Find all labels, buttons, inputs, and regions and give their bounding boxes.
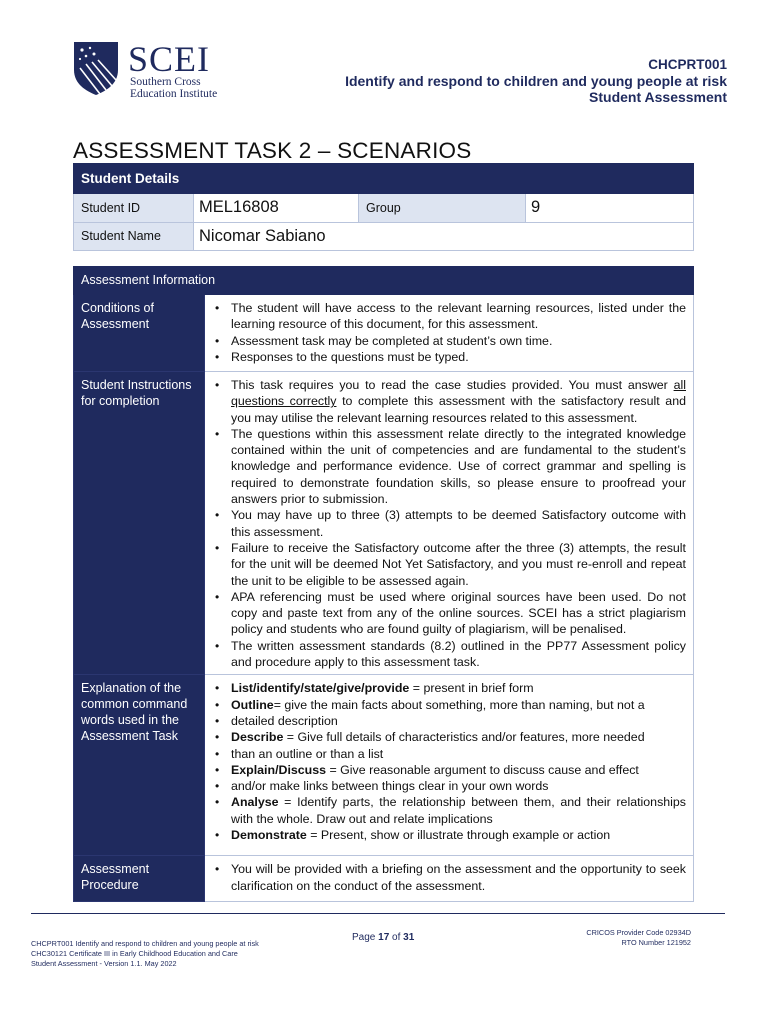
scei-logo bbox=[72, 40, 252, 98]
instructions-label: Student Instructions for completion bbox=[74, 372, 205, 675]
logo-subtitle: Southern Cross Education Institute bbox=[130, 76, 218, 100]
footer-provider-info: CRICOS Provider Code 02934D RTO Number 121952 bbox=[586, 928, 691, 947]
group-value: 9 bbox=[526, 194, 694, 223]
list-item: • You will be provided with a briefing on the assessment and the opportunity to seek clarification on the conduct of the assessment. bbox=[212, 861, 686, 894]
group-label: Group bbox=[359, 194, 526, 223]
list-item: • Explain/Discuss = Give reasonable argument to discuss cause and effect bbox=[212, 762, 686, 778]
page-title: ASSESSMENT TASK 2 – SCENARIOS bbox=[73, 138, 472, 163]
logo-wordmark: SCEI bbox=[128, 39, 211, 79]
procedure-label: Assessment Procedure bbox=[74, 856, 205, 902]
list-item: • Describe = Give full details of characteristics and/or features, more needed bbox=[212, 729, 686, 745]
list-item: • Failure to receive the Satisfactory outcome after the three (3) attempts, the result for the unit will be deemed Not Yet Satisfactory, and you must re-enroll and repeat the unit to be eligible to be assessed again. bbox=[212, 540, 686, 589]
emphasis-all-questions-correctly: all questions correctly bbox=[231, 378, 686, 409]
list-item: • Responses to the questions must be typed. bbox=[212, 349, 686, 365]
student-details-heading: Student Details bbox=[74, 164, 694, 194]
footer-document-info: CHCPRT001 Identify and respond to children and young people at risk CHC30121 Certificate III in Early Childhood Education and Care Student Assessment - Version 1.1. May 2022 bbox=[31, 939, 259, 968]
list-item: • Demonstrate = Present, show or illustrate through example or action bbox=[212, 827, 686, 843]
footer-divider bbox=[31, 913, 725, 914]
list-item: • List/identify/state/give/provide = present in brief form bbox=[212, 680, 686, 696]
conditions-content bbox=[205, 295, 694, 372]
student-id-value: MEL16808 bbox=[194, 194, 359, 223]
student-name-value: Nicomar Sabiano bbox=[194, 222, 694, 251]
student-id-label: Student ID bbox=[74, 194, 194, 223]
conditions-label: Conditions of Assessment bbox=[74, 295, 205, 372]
list-item: • than an outline or than a list bbox=[212, 746, 686, 762]
list-item: • The written assessment standards (8.2) outlined in the PP77 Assessment policy and procedure apply to this assessment task. bbox=[212, 638, 686, 671]
assessment-information-heading: Assessment Information bbox=[74, 267, 694, 295]
instructions-content bbox=[205, 372, 694, 675]
shield-logo-icon bbox=[72, 40, 120, 96]
assessment-information-table bbox=[73, 266, 694, 902]
list-item: • APA referencing must be used where original sources have been used. Do not copy and paste text from any of the online sources. SCEI has a strict plagiarism policy and students who are found guilty of plagiarism, will be penalised. bbox=[212, 589, 686, 638]
document-subtitle: Student Assessment bbox=[589, 89, 727, 105]
unit-code: CHCPRT001 bbox=[648, 57, 727, 72]
list-item: • The questions within this assessment relate directly to the integrated knowledge contained within the unit of competencies and are fundamental to the student’s knowledge and performance evidence. Use of correct grammar and spelling is required to demonstrate foundation skills, so please ensure to proofread your answers prior to submission. bbox=[212, 426, 686, 507]
list-item: • Analyse = Identify parts, the relationship between them, and their relationships with the whole. Draw out and relate implications bbox=[212, 794, 686, 827]
list-item: • The student will have access to the relevant learning resources, listed under the learning resource of this document, for this assessment. bbox=[212, 300, 686, 333]
list-item: • You may have up to three (3) attempts to be deemed Satisfactory outcome with this assessment. bbox=[212, 507, 686, 540]
list-item: • This task requires you to read the case studies provided. You must answer all questions correctly to complete this assessment with the satisfactory result and you may utilise the relevant learning resources related to this assessment. bbox=[212, 377, 686, 426]
page-number: Page 17 of 31 bbox=[352, 932, 415, 943]
command-words-content bbox=[205, 675, 694, 856]
document-header bbox=[345, 57, 727, 105]
command-words-label: Explanation of the common command words used in the Assessment Task bbox=[74, 675, 205, 856]
list-item: • detailed description bbox=[212, 713, 686, 729]
student-name-label: Student Name bbox=[74, 222, 194, 251]
list-item: • and/or make links between things clear in your own words bbox=[212, 778, 686, 794]
student-details-table bbox=[73, 163, 694, 251]
list-item: • Outline= give the main facts about something, more than naming, but not a bbox=[212, 697, 686, 713]
procedure-content bbox=[205, 856, 694, 902]
unit-title: Identify and respond to children and young people at risk bbox=[345, 73, 727, 89]
list-item: • Assessment task may be completed at student’s own time. bbox=[212, 333, 686, 349]
